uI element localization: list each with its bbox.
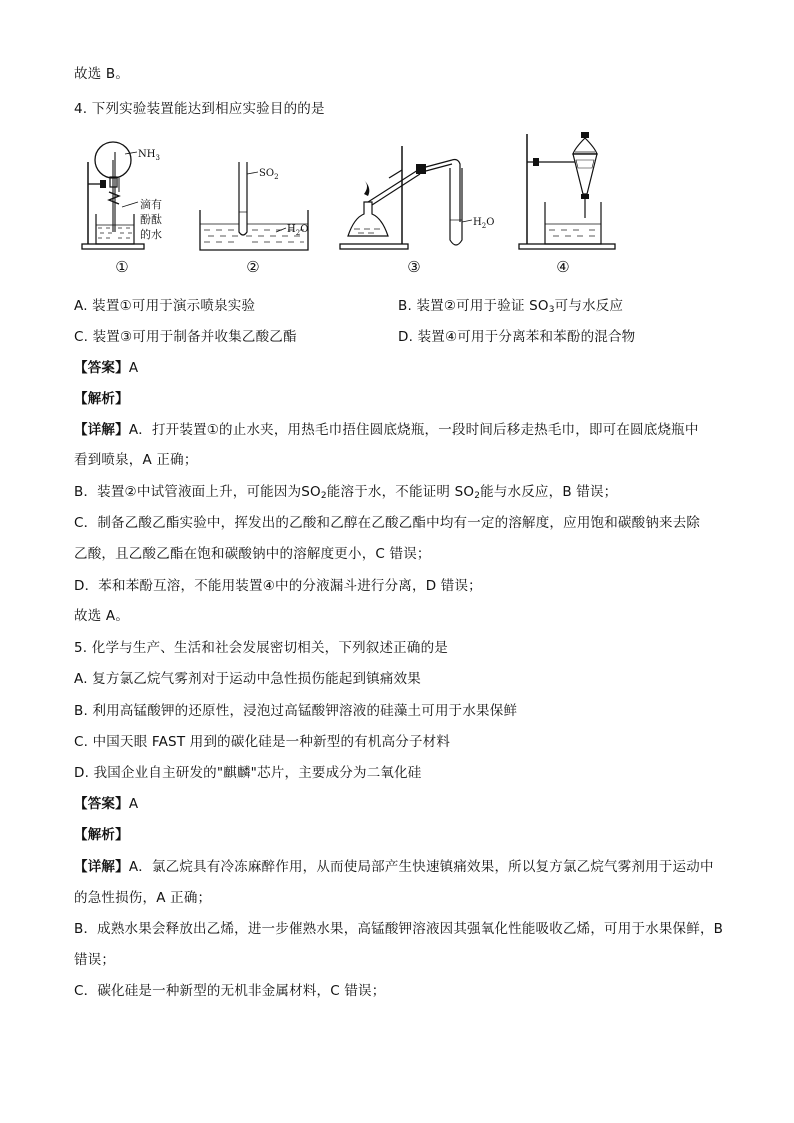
explanation-2-c: C．碳化硅是一种新型的无机非金属材料，C 错误； [74, 983, 386, 999]
explanation-1-c1: C．制备乙酸乙酯实验中，挥发出的乙酸和乙醇在乙酸乙酯中均有一定的溶解度，应用饱和碳酸钠来去除 [74, 515, 701, 531]
analysis-heading-2: 【解析】 [74, 827, 129, 843]
liquid-label-water-3: $H_2O$ [473, 217, 494, 230]
explanation-1-b: B．装置②中试管液面上升，可能因为$SO_2$能溶于水，不能证明 $SO_2$能与水反应，B 错误； [74, 484, 618, 501]
option-4d: D. 装置④可用于分离苯和苯酚的混合物 [398, 329, 636, 345]
separatory-funnel-drawing [515, 132, 625, 257]
answer-1: 【答案】A [74, 360, 139, 376]
figure-label-3: ③ [407, 258, 421, 276]
analysis-heading-1: 【解析】 [74, 391, 129, 407]
explanation-2-a2: 的急性损伤，A 正确； [74, 890, 212, 906]
question-5-title: 5. 化学与生产、生活和社会发展密切相关，下列叙述正确的是 [74, 640, 448, 656]
figure-label-2: ② [246, 258, 260, 276]
liquid-label-water-2: $H_2O$ [287, 224, 309, 237]
option-5d: D. 我国企业自主研发的"麒麟"芯片，主要成分为二氧化硅 [74, 765, 422, 781]
figure-label-1: ① [115, 258, 129, 276]
option-4c: C. 装置③可用于制备并收集乙酸乙酯 [74, 329, 297, 345]
gas-label-nh3: $NH_3$ [138, 149, 160, 162]
figure-apparatus-1 [80, 132, 190, 257]
explanation-2-a1: 【详解】A．氯乙烷具有冷冻麻醉作用，从而使局部产生快速镇痛效果，所以复方氯乙烷气雾剂用于运动中 [74, 859, 714, 875]
explanation-2-b2: 错误； [74, 952, 116, 968]
explanation-1-a2: 看到喷泉，A 正确； [74, 452, 198, 468]
answer-2: 【答案】A [74, 796, 139, 812]
explanation-1-d: D．苯和苯酚互溶，不能用装置④中的分液漏斗进行分离，D 错误； [74, 578, 482, 594]
solution-label-3: 的水 [140, 228, 162, 241]
figure-apparatus-3 [334, 132, 494, 257]
ester-apparatus-drawing [334, 132, 494, 257]
fountain-apparatus-drawing [80, 132, 190, 257]
option-4a: A. 装置①可用于演示喷泉实验 [74, 298, 256, 314]
gas-label-so2: $SO_2$ [259, 168, 279, 181]
option-5c: C. 中国天眼 FAST 用到的碳化硅是一种新型的有机高分子材料 [74, 734, 451, 750]
option-5b: B. 利用高锰酸钾的还原性，浸泡过高锰酸钾溶液的硅藻土可用于水果保鲜 [74, 703, 518, 719]
explanation-1-c2: 乙酸，且乙酸乙酯在饱和碳酸钠中的溶解度更小，C 错误； [74, 546, 431, 562]
solution-label-1: 滴有 [140, 198, 162, 211]
figure-apparatus-2 [196, 132, 321, 257]
text-line: 故选 A。 [74, 608, 130, 624]
text-line: 故选 B。 [74, 66, 130, 82]
explanation-2-b1: B．成熟水果会释放出乙烯，进一步催熟水果，高锰酸钾溶液因其强氧化性能吸收乙烯，可用于水果保鲜，B [74, 921, 724, 937]
explanation-1-a1: 【详解】A．打开装置①的止水夹，用热毛巾捂住圆底烧瓶，一段时间后移走热毛巾，即可在圆底烧瓶中 [74, 422, 699, 438]
solution-label-2: 酚酞 [140, 213, 162, 226]
option-4b: B. 装置②可用于验证 $SO_3$可与水反应 [398, 298, 624, 315]
option-5a: A. 复方氯乙烷气雾剂对于运动中急性损伤能起到镇痛效果 [74, 671, 421, 687]
figure-apparatus-4 [515, 132, 625, 257]
so2-trough-drawing [196, 132, 321, 257]
question-4-title: 4. 下列实验装置能达到相应实验目的的是 [74, 101, 325, 117]
figure-label-4: ④ [556, 258, 570, 276]
